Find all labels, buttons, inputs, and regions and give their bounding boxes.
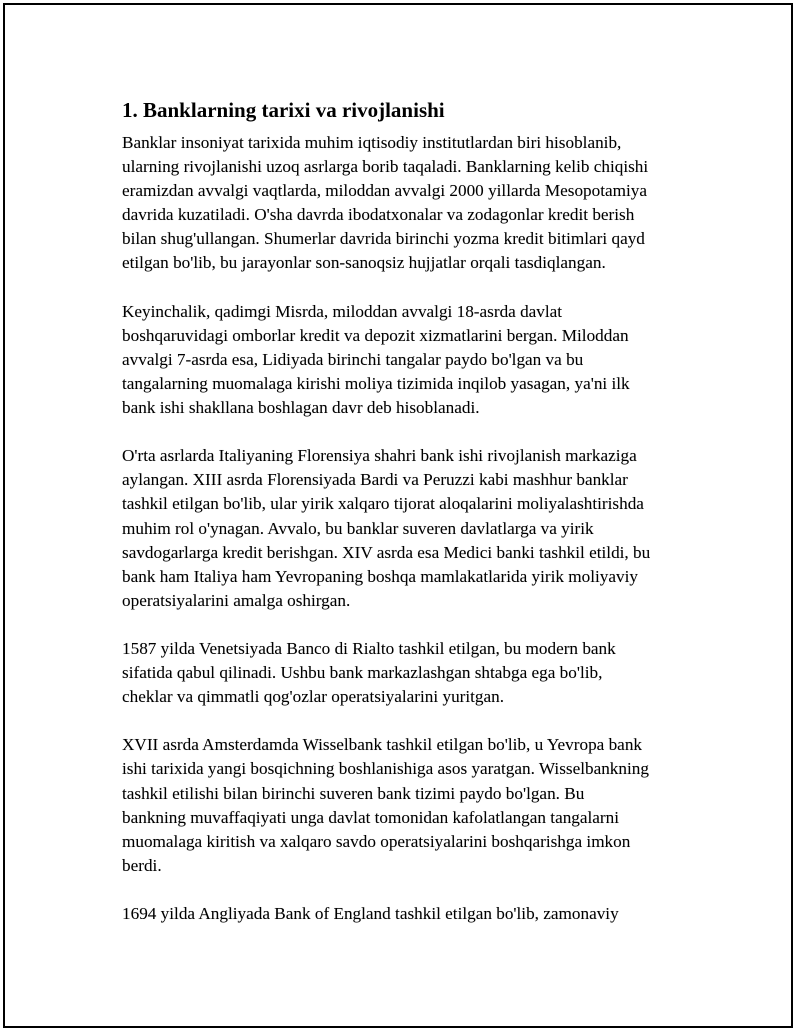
paragraph-6: [122, 902, 702, 926]
text-line: operatsiyalarini amalga oshirgan.: [122, 590, 351, 610]
text-line: tangalarning muomalaga kirishi moliya tizimida inqilob yasagan, ya'ni ilk: [122, 373, 630, 393]
text-line: etilgan bo'lib, bu jarayonlar son-sanoqsiz hujjatlar orqali tasdiqlangan.: [122, 253, 606, 273]
text-line: bankning muvaffaqiyati unga davlat tomonidan kafolatlangan tangalarni: [122, 807, 620, 827]
text-line: muhim rol o'ynagan. Avvalo, bu banklar suveren davlatlarga va yirik: [122, 518, 594, 538]
text-line: O'rta asrlarda Italiyaning Florensiya shahri bank ishi rivojlanish markaziga: [122, 446, 637, 466]
text-line: ularning rivojlanishi uzoq asrlarga borib taqaladi. Banklarning kelib chiqishi: [122, 157, 649, 177]
text-line: 1587 yilda Venetsiyada Banco di Rialto tashkil etilgan, bu modern bank: [122, 638, 616, 658]
text-line: sifatida qabul qilinadi. Ushbu bank markazlashgan shtabga ega bo'lib,: [122, 663, 603, 683]
paragraph-1: [122, 131, 702, 276]
text-line: savdogarlarga kredit berishgan. XIV asrda esa Medici banki tashkil etildi, bu: [122, 542, 651, 562]
paragraph-4: [122, 637, 702, 709]
text-line: tashkil etilgan bo'lib, ular yirik xalqaro tijorat aloqalarini moliyalashtirishda: [122, 494, 644, 514]
section-heading: 1. Banklarning tarixi va rivojlanishi: [122, 98, 445, 122]
text-line: XVII asrda Amsterdamda Wisselbank tashkil etilgan bo'lib, u Yevropa bank: [122, 735, 643, 755]
text-line: Banklar insoniyat tarixida muhim iqtisodiy institutlardan biri hisoblanib,: [122, 133, 622, 152]
text-line: cheklar va qimmatli qog'ozlar operatsiyalarini yuritgan.: [122, 687, 505, 707]
text-line: eramizdan avvalgi vaqtlarda, miloddan avvalgi 2000 yillarda Mesopotamiya: [122, 181, 648, 201]
text-line: davrida kuzatiladi. O'sha davrda ibodatxonalar va zodagonlar kredit berish: [122, 205, 635, 225]
text-line: bank ham Italiya ham Yevropaning boshqa mamlakatlarida yirik moliyaviy: [122, 566, 638, 586]
text-line: bank ishi shakllana boshlagan davr deb hisoblanadi.: [122, 398, 480, 418]
text-line: boshqaruvidagi omborlar kredit va depozit xizmatlarini bergan. Miloddan: [122, 325, 629, 345]
text-line: 1694 yilda Angliyada Bank of England tashkil etilgan bo'lib, zamonaviy: [122, 904, 619, 923]
paragraph-2: [122, 300, 702, 420]
text-line: Keyinchalik, qadimgi Misrda, miloddan avvalgi 18-asrda davlat: [122, 301, 563, 321]
text-line: muomalaga kiritish va xalqaro savdo operatsiyalarini boshqarishga imkon: [122, 831, 631, 851]
paragraph-3: [122, 444, 702, 613]
paragraph-5: [122, 733, 702, 878]
page-frame: [3, 3, 793, 1028]
document-body: [122, 97, 702, 950]
text-line: aylangan. XIII asrda Florensiyada Bardi va Peruzzi kabi mashhur banklar: [122, 470, 628, 490]
text-line: avvalgi 7-asrda esa, Lidiyada birinchi tangalar paydo bo'lgan va bu: [122, 349, 584, 369]
text-line: berdi.: [122, 855, 162, 875]
text-line: bilan shug'ullangan. Shumerlar davrida birinchi yozma kredit bitimlari qayd: [122, 229, 645, 249]
text-line: tashkil etilishi bilan birinchi suveren bank tizimi paydo bo'lgan. Bu: [122, 783, 585, 803]
text-line: ishi tarixida yangi bosqichning boshlanishiga asos yaratgan. Wisselbankning: [122, 759, 649, 779]
